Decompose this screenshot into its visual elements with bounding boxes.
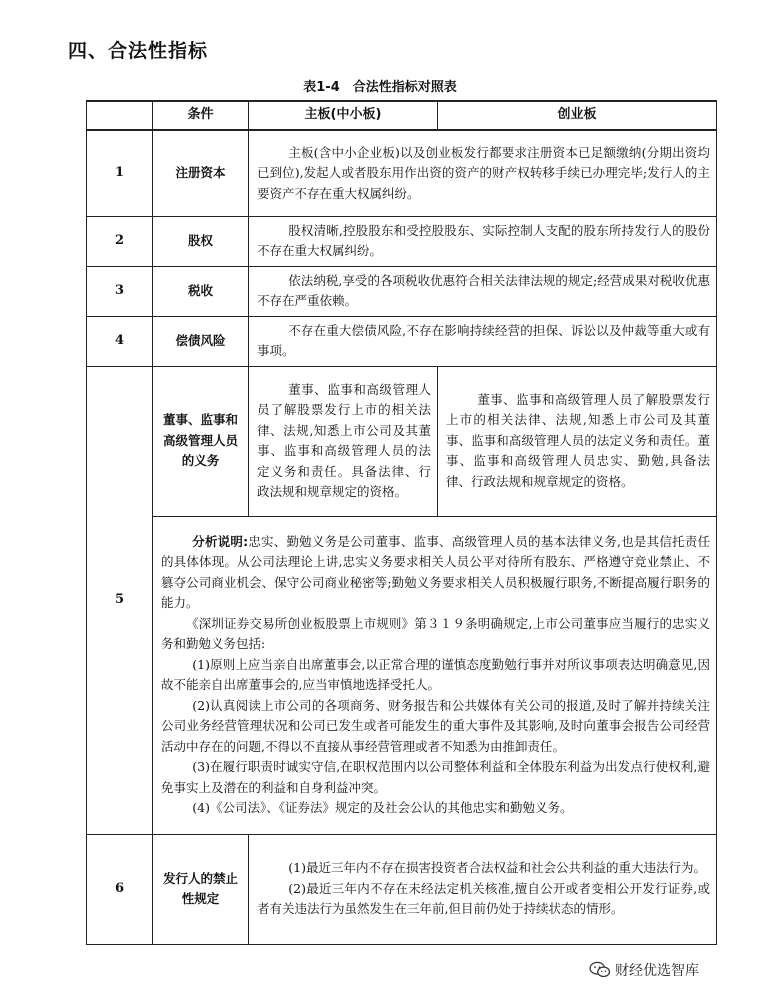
row-content: 主板(含中小企业板)以及创业板发行都要求注册资本已足额缴纳(分期出资均已到位),发起人或者股东用作出资的资产的财产权转移手续已办理完毕;发行人的主要资产不存在重大权属纠纷。 [249,130,717,216]
legality-indicator-table [86,100,717,945]
header-gem: 创业板 [438,101,717,130]
table-row [87,130,717,216]
row-analysis [153,516,717,834]
row-number: 1 [87,130,153,216]
watermark-text: 财经优选智库 [615,963,699,979]
row-number: 5 [87,366,153,834]
row-content: 股权清晰,控股股东和受控股股东、实际控制人支配的股东所持发行人的股份不存在重大权属纠纷。 [249,216,717,266]
row-gem: 董事、监事和高级管理人员了解股票发行上市的相关法律、法规,知悉上市公司及其董事、监事和高级管理人员的法定义务和责任。董事、监事和高级管理人员忠实、勤勉,具备法律、行政法规和规章规定的资格。 [438,366,717,516]
row-content [249,834,717,944]
list-item: (2)最近三年内不存在未经法定机关核准,擅自公开或者变相公开发行证券,或者有关违法行为虽然发生在三年前,但目前仍处于持续状态的情形。 [257,880,710,917]
table-row [87,216,717,266]
table-row [87,316,717,366]
table-header-row [87,101,717,130]
row-number: 4 [87,316,153,366]
wechat-icon [589,961,611,979]
table-row [87,266,717,316]
rules-intro: 《深圳证券交易所创业板股票上市规则》第３１９条明确规定,上市公司董事应当履行的忠实义务和勤勉义务包括: [161,615,710,651]
row-condition: 偿债风险 [153,316,249,366]
row-content: 依法纳税,享受的各项税收优惠符合相关法律法规的规定;经营成果对税收优惠不存在严重依赖。 [249,266,717,316]
row-condition: 税收 [153,266,249,316]
list-item: (1)最近三年内不存在损害投资者合法权益和社会公共利益的重大违法行为。 [288,860,706,876]
header-condition: 条件 [153,101,249,130]
list-item: (1)原则上应当亲自出席董事会,以正常合理的谨慎态度勤勉行事并对所议事项表达明确意见,因故不能亲自出席董事会的,应当审慎地选择受托人。 [161,656,710,692]
table-row [87,834,717,944]
table-row [87,516,717,834]
table-row [87,366,717,516]
row-number: 6 [87,834,153,944]
row-condition: 发行人的禁止性规定 [153,834,249,944]
list-item: (3)在履行职责时诚实守信,在职权范围内以公司整体利益和全体股东利益为出发点行使权利,避免事实上及潜在的利益和自身利益冲突。 [161,759,710,795]
section-title: 四、合法性指标 [68,40,209,62]
row-condition: 股权 [153,216,249,266]
header-blank [87,101,153,130]
list-item: (4)《公司法》、《证券法》规定的及社会公认的其他忠实和勤勉义务。 [192,800,573,815]
analysis-text: 忠实、勤勉义务是公司董事、监事、高级管理人员的基本法律义务,也是其信托责任的具体体现。从公司法理论上讲,忠实义务要求相关人员公平对待所有股东、严格遵守竞业禁止、不篡夺公司商业机会、保守公司商业秘密等;勤勉义务要求相关人员积极履行职务,不断提高履行职务的能力。 [161,533,710,610]
row-number: 2 [87,216,153,266]
watermark [589,960,699,980]
row-content: 不存在重大偿债风险,不存在影响持续经营的担保、诉讼以及仲裁等重大或有事项。 [249,316,717,366]
table-caption: 表1-4 合法性指标对照表 [303,80,457,95]
row-main-board: 董事、监事和高级管理人员了解股票发行上市的相关法律、法规,知悉上市公司及其董事、监事和高级管理人员的法定义务和责任。具备法律、行政法规和规章规定的资格。 [249,366,438,516]
row-condition: 董事、监事和高级管理人员的义务 [153,366,249,516]
header-main-board: 主板(中小板) [249,101,438,130]
analysis-label: 分析说明: [192,533,249,549]
list-item: (2)认真阅读上市公司的各项商务、财务报告和公共媒体有关公司的报道,及时了解并持续关注公司业务经营管理状况和公司已发生或者可能发生的重大事件及其影响,及时向董事会报告公司经营活动中存在的问题,不得以不直接从事经营管理或者不知悉为由推卸责任。 [161,697,710,754]
row-number: 3 [87,266,153,316]
row-condition: 注册资本 [153,130,249,216]
